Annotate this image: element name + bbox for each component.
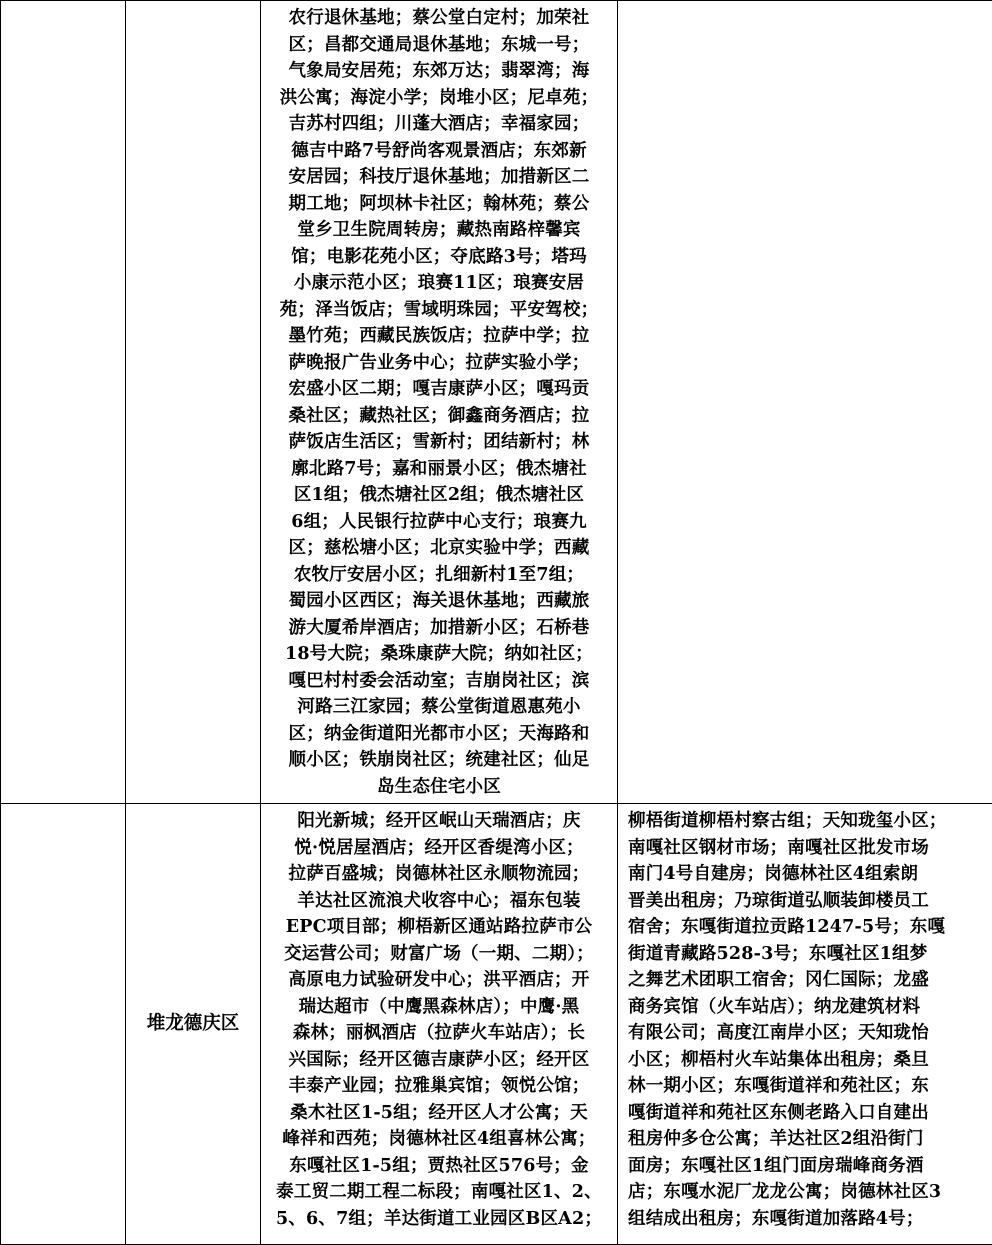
other-places-cell [618, 1, 992, 804]
places-list-text: 农行退休基地；蔡公堂白定村；加荣社 区；昌都交通局退休基地；东城一号； 气象局安居苑；东郊万达；翡翠湾；海 洪公寓；海淀小学；岗堆小区；尼卓苑； 吉苏村四组；川蓬大酒店；幸福家园； 德吉中路7号舒尚客观景酒店；东郊新 安居园；科技厅退休基地；加措新区二 期工地；阿坝林卡社区；翰林苑；蔡公 堂乡卫生院周转房；藏热南路梓馨宾 馆；电影花苑小区；夺底路3号；塔玛 小康示范小区；琅赛11区；琅赛安居 苑；泽当饭店；雪域明珠园；平安驾校； 墨竹苑；西藏民族饭店；拉萨中学；拉 萨晚报广告业务中心；拉萨实验小学； 宏盛小区二期；嘎吉康萨小区；嘎玛贡 桑社区；藏热社区；御鑫商务酒店；拉 萨饭店生活区；雪新村；团结新村；林 廓北路7号；嘉和丽景小区；俄杰塘社 区1组；俄杰塘社区2组；俄杰塘社区 6组；人民银行拉萨中心支行；琅赛九 区；慈松塘小区；北京实验中学；西藏 农牧厅安居小区；扎细新村1至7组； 蜀园小区西区；海关退休基地；西藏旅 游大厦希岸酒店；加措新小区；石桥巷 18号大院；桑珠康萨大院；纳如社区； 嘎巴村村委会活动室；吉崩岗社区；滨 河路三江家园；蔡公堂街道恩惠苑小 区；纳金街道阳光都市小区；天海路和 顺小区；铁崩岗社区；统建社区；仙足 岛生态住宅小区 [279, 8, 599, 797]
places-list-text: 阳光新城；经开区岷山天瑞酒店；庆 悦·悦居屋酒店；经开区香缇湾小区； 拉萨百盛城；岗德林社区永顺物流园； 羊达社区流浪犬收容中心；福东包装 EPC项目部；柳梧新区通站路拉萨市公 交运营公司；财富广场（一期、二期）； 高原电力试验研发中心；洪平酒店；开 瑞达超市（中鹰黑森林店）；中鹰·黑 森林；丽枫酒店（拉萨火车站店）；长 兴国际；经开区德吉康萨小区；经开区 丰泰产业园；拉雅巢宾馆；领悦公馆； 桑木社区1-5组；经开区人才公寓；天 峰祥和西苑；岗德林社区4组喜林公寓； 东嘎社区1-5组；贾热社区576号；金 泰工贸二期工程二标段；南嘎社区1、2、 5、6、7组；羊达街道工业园区B区A2； [275, 811, 603, 1229]
region-cell [1, 804, 126, 1245]
district-cell [126, 1, 261, 804]
places-cell [261, 1, 618, 804]
table-row [1, 804, 992, 1245]
other-places-list-text: 柳梧街道柳梧村察古组；天知珑玺小区； 南嘎社区钢材市场；南嘎社区批发市场 南门4号自建房；岗德林社区4组索朗 晋美出租房；乃琼街道弘顺装卸楼员工 宿舍；东嘎街道拉贡路1247-5号；东嘎 街道青藏路528-3号；东嘎社区1组梦 之舞艺术团职工宿舍；冈仁国际；龙盛 商务宾馆（火车站店）；纳龙建筑材料 有限公司；高度江南岸小区；天知珑怡 小区；柳梧村火车站集体出租房；桑旦 林一期小区；东嘎街道祥和苑社区；东 嘎街道祥和苑社区东侧老路入口自建出 租房仲多仓公寓；羊达社区2组沿街门 面房；东嘎社区1组门面房瑞峰商务酒 店；东嘎水泥厂龙龙公寓；岗德林社区3 组结成出租房；东嘎街道加落路4号； [628, 811, 947, 1229]
table-row [1, 1, 992, 804]
district-name: 堆龙德庆区 [126, 804, 261, 1245]
region-cell [1, 1, 126, 804]
other-places-cell [618, 804, 992, 1245]
places-cell [261, 804, 618, 1245]
